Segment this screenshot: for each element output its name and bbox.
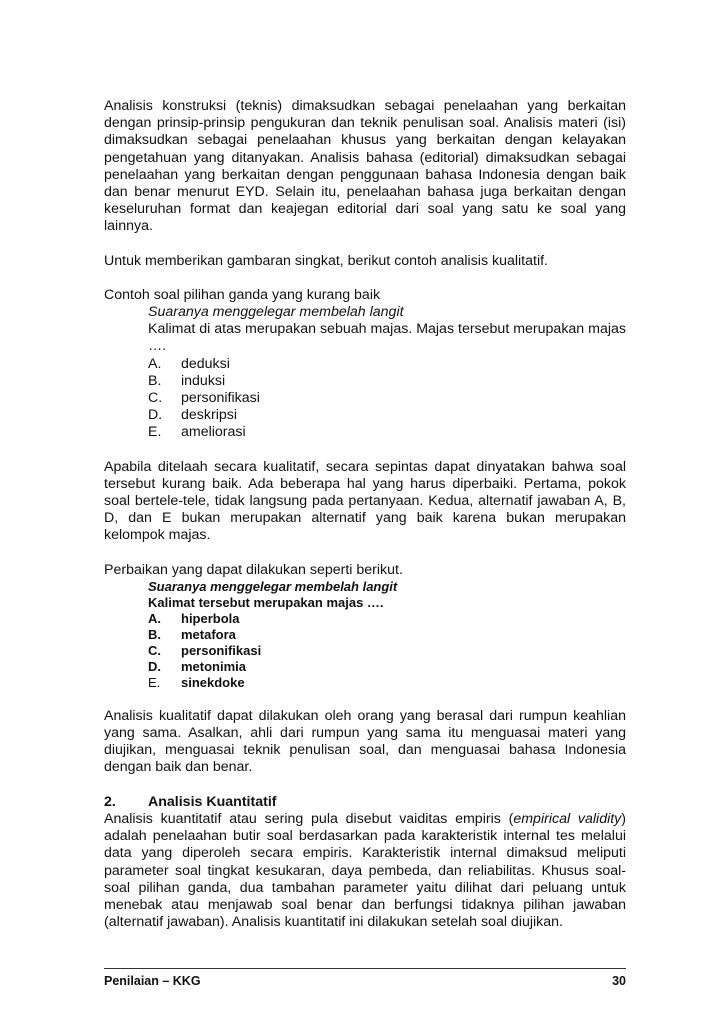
option-item: C. personifikasi: [148, 390, 260, 407]
bad-example-heading: Contoh soal pilihan ganda yang kurang baik: [104, 286, 381, 303]
option-item: B. metafora: [148, 626, 236, 642]
paragraph-analysis-types: Analisis konstruksi (teknis) dimaksudkan sebagai penelaahan yang berkaitan dengan prinsip-prinsip pengukuran dan teknik penulisan soal. Analisis materi (isi) dimaksudkan sebagai penelaahan khusus yang berkaitan dengan kelayakan pengetahuan yang ditanyakan. Analisis bahasa (editorial) dimaksudkan sebagai penelaahan yang berkaitan dengan penggunaan bahasa Indonesia dengan baik dan benar menurut EYD. Selain itu, penelaahan bahasa juga berkaitan dengan keseluruhan format dan keajegan editorial dari soal yang satu ke soal yang lainnya.: [104, 98, 626, 235]
footer-title: Penilaian – KKG: [104, 974, 201, 988]
section-number: 2.: [104, 793, 116, 810]
page-body: [104, 98, 626, 931]
paragraph-qualitative-experts: Analisis kualitatif dapat dilakukan oleh orang yang berasal dari rumpun keahlian yang sama. Asalkan, ahli dari rumpun yang sama itu menguasai materi yang diujikan, menguasai teknik penulisan soal, dan menguasai bahasa Indonesia dengan baik dan benar.: [104, 707, 626, 776]
option-item: D. deskripsi: [148, 407, 237, 424]
bad-example-question: Kalimat di atas merupakan sebuah majas. Majas tersebut merupakan majas ….: [148, 321, 626, 355]
option-item: E. sinekdoke: [148, 674, 245, 690]
option-item: E. ameliorasi: [148, 424, 246, 441]
good-example-question: Kalimat tersebut merupakan majas ….: [148, 594, 384, 610]
option-item: A. hiperbola: [148, 610, 240, 626]
section-heading: [104, 794, 626, 811]
option-item: A. deduksi: [148, 355, 230, 372]
option-item: B. induksi: [148, 372, 226, 389]
good-example-stem: Suaranya menggelegar membelah langit: [148, 578, 398, 594]
bad-example-block: [104, 287, 626, 442]
paragraph-evaluation: Apabila ditelaah secara kualitatif, secara sepintas dapat dinyatakan bahwa soal tersebut kurang baik. Ada beberapa hal yang harus diperbaiki. Pertama, pokok soal bertele-tele, tidak langsung pada pertanyaan. Kedua, alternatif jawaban A, B, D, dan E bukan merupakan alternatif yang baik karena bukan merupakan kelompok majas.: [104, 458, 626, 544]
option-item: C. personifikasi: [148, 642, 262, 658]
bad-example-stem: Suaranya menggelegar membelah langit: [148, 304, 404, 321]
option-item: D. metonimia: [148, 658, 247, 674]
section-title: Analisis Kuantitatif: [148, 793, 277, 810]
section-body: Analisis kuantitatif atau sering pula disebut vaiditas empiris (empirical validity) adalah penelaahan butir soal berdasarkan pada karakteristik internal tes melalui data yang diperoleh secara empiris. Karakteristik internal dimaksud meliputi parameter soal tingkat kesukaran, daya pembeda, dan reliabilitas. Khusus soal-soal pilihan ganda, dua tambahan parameter yaitu dilihat dari peluang untuk menebak atau menjawab soal benar dan berfungsi tidaknya pilihan jawaban (alternatif jawaban). Analisis kuantitatif ini dilakukan setelah soal diujikan.: [104, 810, 627, 931]
good-example-heading: Perbaikan yang dapat dilakukan seperti berikut.: [104, 561, 403, 578]
good-example-block: [104, 562, 626, 691]
paragraph-intro-example: Untuk memberikan gambaran singkat, berikut contoh analisis kualitatif.: [104, 252, 548, 269]
page-footer: [104, 968, 626, 988]
page-number: 30: [612, 974, 626, 988]
